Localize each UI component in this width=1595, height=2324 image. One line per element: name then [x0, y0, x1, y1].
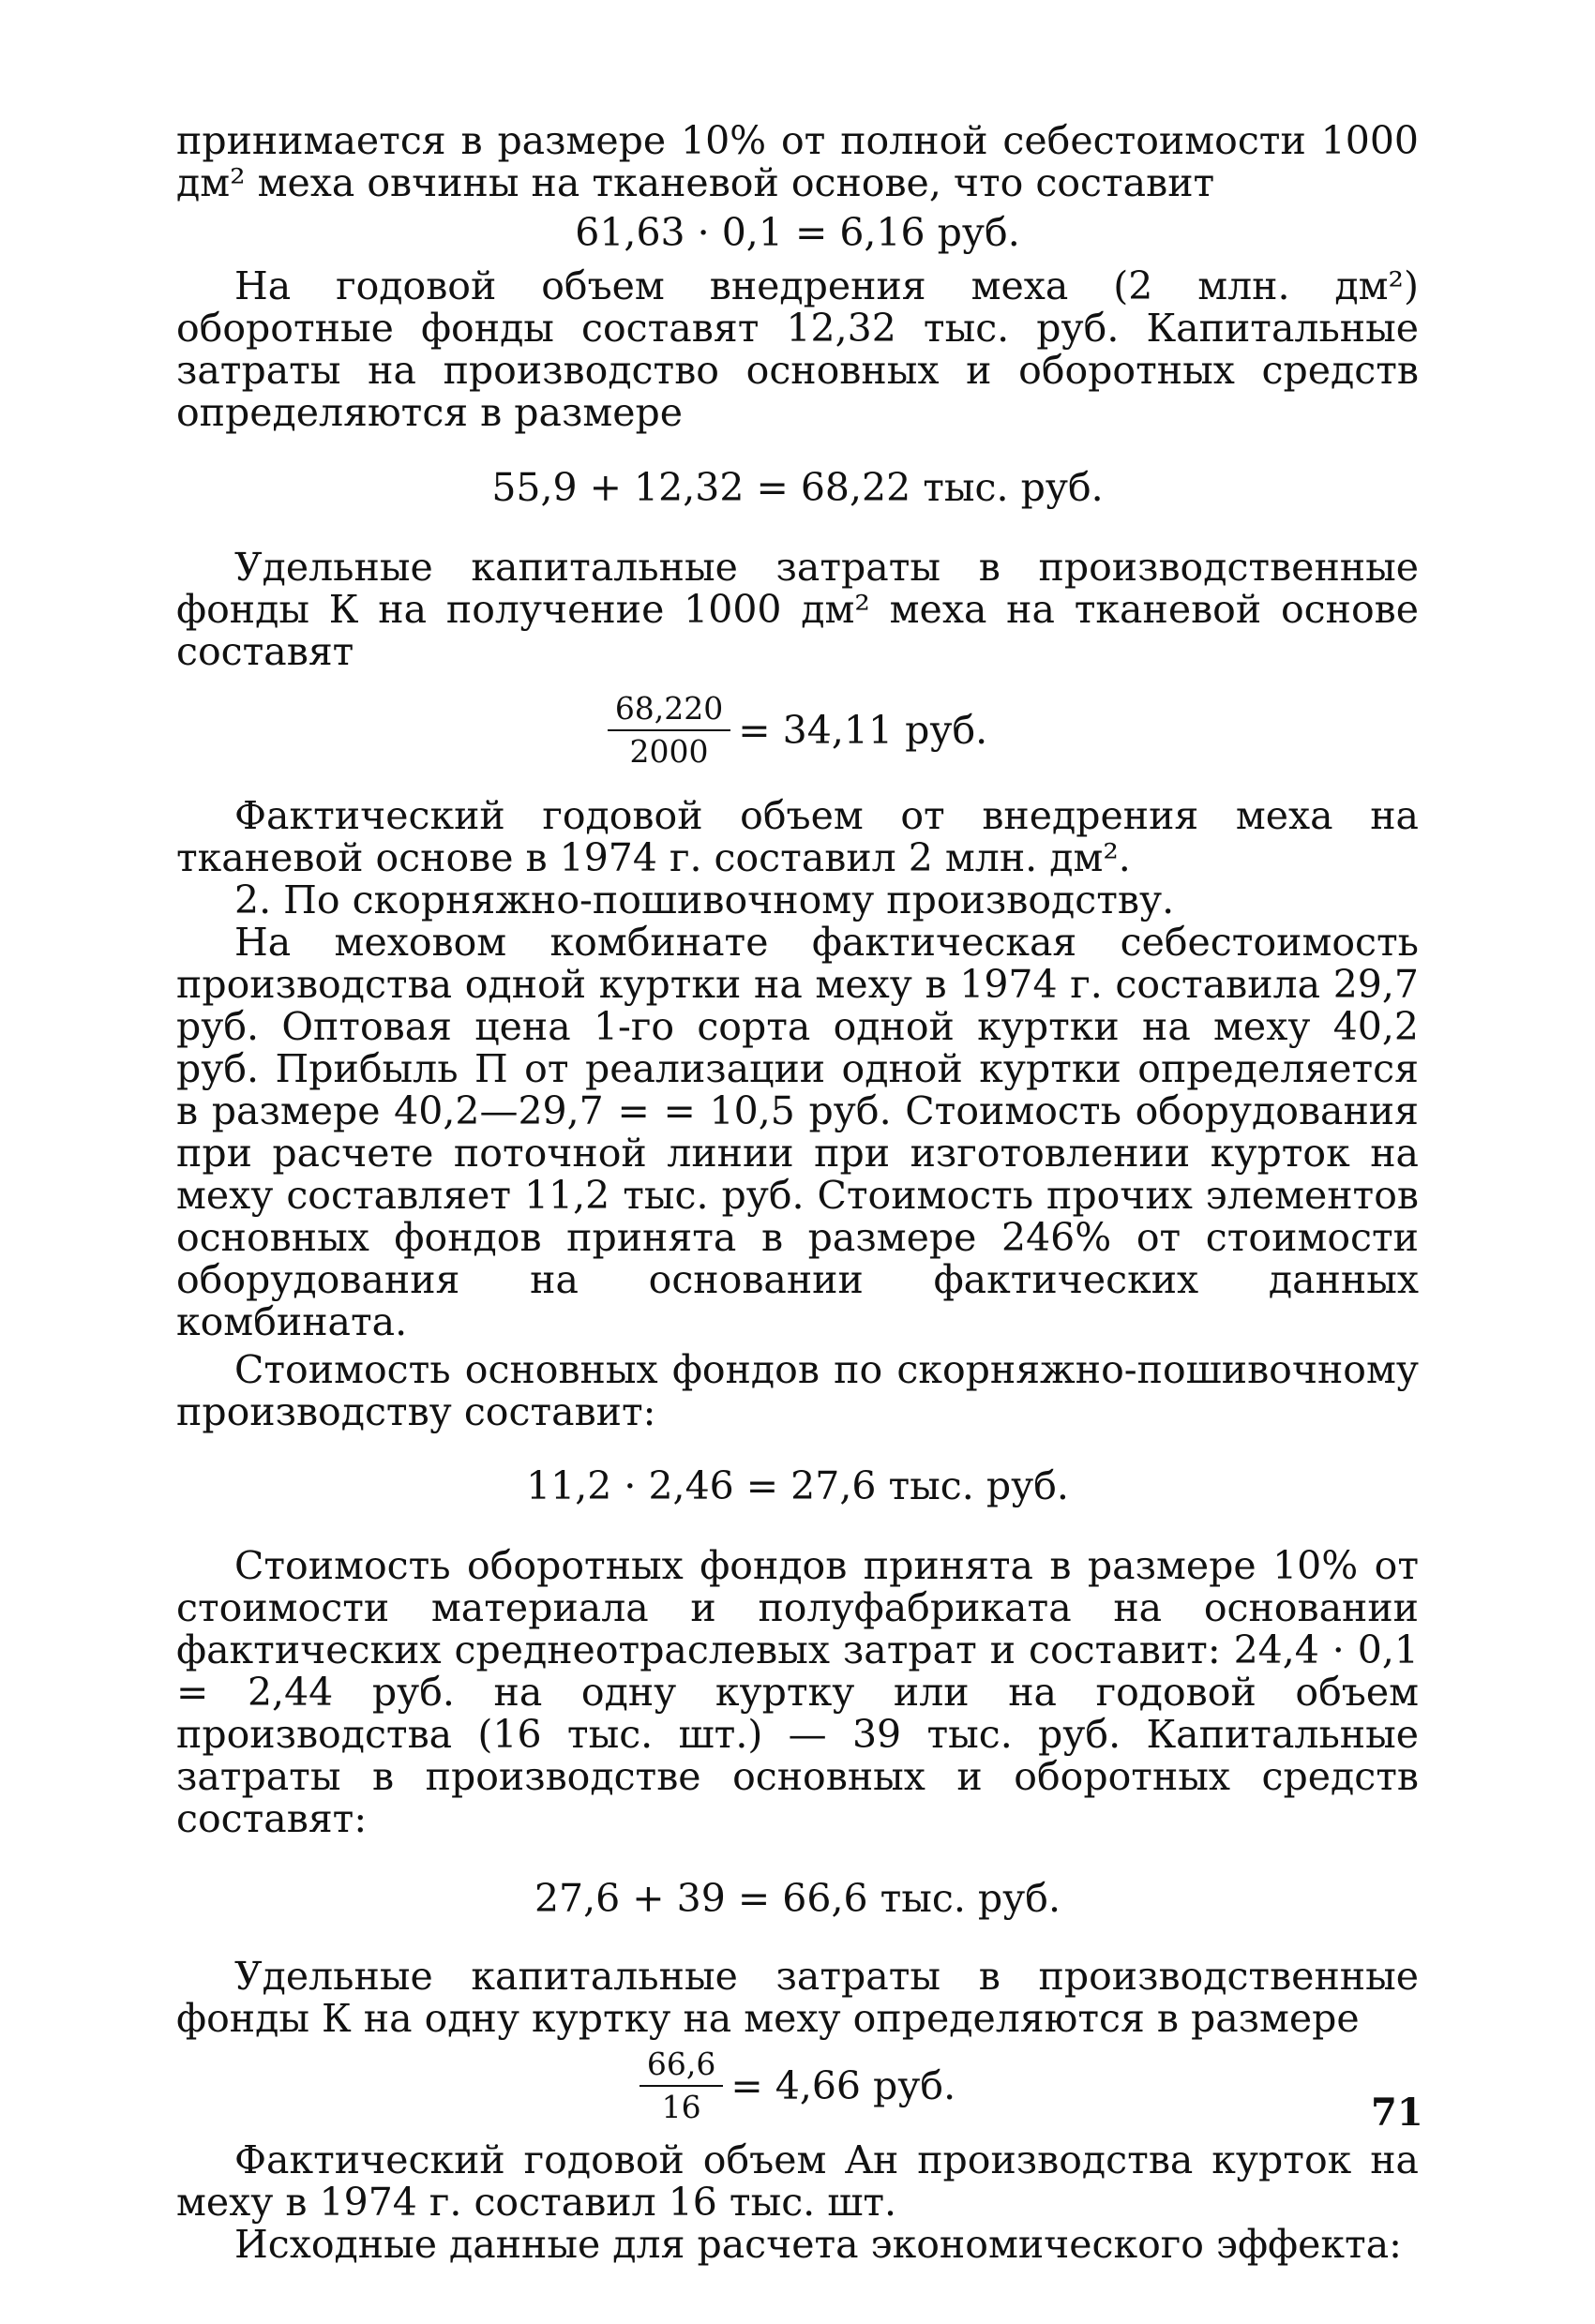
fraction	[640, 2046, 723, 2126]
paragraph: На меховом комбинате фактическая себестоимость производства одной куртки на меху в 1974 г. составила 29,7 руб. Оптовая цена 1-го сорта одной куртки на меху 40,2 руб. Прибыль П от реализации одной куртки определяется в размере 40,2—29,7 = = 10,5 руб. Стоимость оборудования при расчете поточной линии при изготовлении курток на меху составляет 11,2 тыс. руб. Стоимость прочих элементов основных фондов принята в размере 246% от стоимости оборудования на основании фактических данных комбината.	[176, 920, 1419, 1344]
formula: 61,63 · 0,1 = 6,16 руб.	[575, 210, 1020, 255]
fraction-result: = 34,11 руб.	[738, 707, 988, 753]
fraction-formula	[176, 2046, 1419, 2126]
fraction-numerator: 68,220	[608, 690, 730, 731]
formula: 27,6 + 39 = 66,6 тыс. руб.	[534, 1876, 1061, 1921]
paragraph: принимается в размере 10% от полной себестоимости 1000 дм² меха овчины на тканевой основе, что составит	[176, 118, 1419, 205]
fraction-numerator: 66,6	[640, 2046, 723, 2087]
paragraph: Стоимость основных фондов по скорняжно-пошивочному производству составит:	[176, 1347, 1419, 1434]
page-number: 71	[1371, 2091, 1423, 2135]
section-heading: 2. По скорняжно-пошивочному производству.	[234, 877, 1175, 922]
formula: 55,9 + 12,32 = 68,22 тыс. руб.	[491, 465, 1104, 510]
paragraph: Фактический годовой объем Aн производства курток на меху в 1974 г. составил 16 тыс. шт.	[176, 2137, 1419, 2225]
fraction	[608, 690, 730, 771]
page-text	[176, 120, 1419, 2266]
fraction-denominator: 16	[661, 2089, 701, 2125]
paragraph: Удельные капитальные затраты в производственные фонды К на одну куртку на меху определяются в размере	[176, 1954, 1419, 2041]
formula: 11,2 · 2,46 = 27,6 тыс. руб.	[526, 1463, 1069, 1508]
fraction-denominator: 2000	[629, 733, 709, 770]
paragraph: Удельные капитальные затраты в производственные фонды К на получение 1000 дм² меха на тканевой основе составят	[176, 545, 1419, 674]
paragraph: Стоимость оборотных фондов принята в размере 10% от стоимости материала и полуфабриката на основании фактических среднеотраслевых затрат и составит: 24,4 · 0,1 = 2,44 руб. на одну куртку или на годовой объем производства (16 тыс. шт.) — 39 тыс. руб. Капитальные затраты в производстве основных и оборотных средств составят:	[176, 1543, 1419, 1841]
paragraph: Фактический годовой объем от внедрения меха на тканевой основе в 1974 г. составил 2 млн. дм².	[176, 793, 1419, 880]
fraction-result: = 4,66 руб.	[730, 2062, 956, 2108]
fraction-formula	[176, 690, 1419, 771]
paragraph: На годовой объем внедрения меха (2 млн. дм²) оборотные фонды составят 12,32 тыс. руб. Капитальные затраты на производство основных и оборотных средств определяются в размере	[176, 263, 1419, 435]
paragraph: Исходные данные для расчета экономического эффекта:	[234, 2222, 1402, 2267]
